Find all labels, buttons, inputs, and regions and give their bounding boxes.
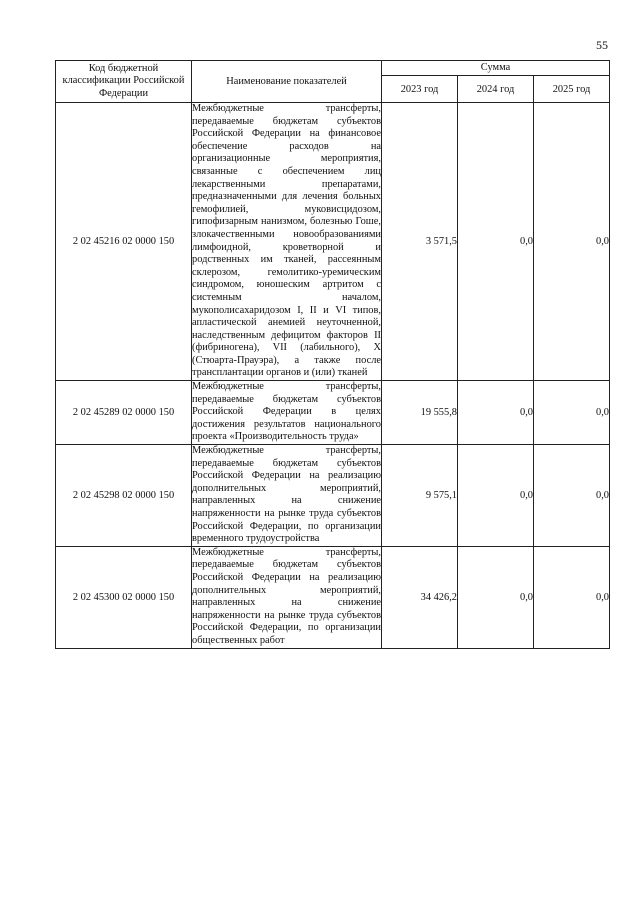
row-sum-2024: 0,0 <box>458 103 534 381</box>
table-row <box>56 445 610 547</box>
header-name: Наименование показателей <box>192 61 382 103</box>
header-code: Код бюджетной классификации Российской Федерации <box>56 61 192 103</box>
row-sum-2023: 34 426,2 <box>382 546 458 648</box>
table-row <box>56 381 610 445</box>
row-sum-2023: 9 575,1 <box>382 445 458 547</box>
row-code: 2 02 45289 02 0000 150 <box>56 381 192 445</box>
table-body <box>56 103 610 649</box>
row-sum-2024: 0,0 <box>458 546 534 648</box>
row-name: Межбюджетные трансферты, передаваемые бюджетам субъектов Российской Федерации в целях достижения результатов национального проекта «Производительность труда» <box>192 381 382 445</box>
header-sum: Сумма <box>382 61 610 76</box>
row-sum-2024: 0,0 <box>458 445 534 547</box>
row-sum-2023: 3 571,5 <box>382 103 458 381</box>
table-row <box>56 103 610 381</box>
row-sum-2024: 0,0 <box>458 381 534 445</box>
row-sum-2025: 0,0 <box>534 445 610 547</box>
row-name: Межбюджетные трансферты, передаваемые бюджетам субъектов Российской Федерации на реализацию дополнительных мероприятий, направленных на снижение напряженности на рынке труда субъектов Российской Федерации, по организации общественных работ <box>192 546 382 648</box>
row-name: Межбюджетные трансферты, передаваемые бюджетам субъектов Российской Федерации на реализацию дополнительных мероприятий, направленных на снижение напряженности на рынке труда субъектов Российской Федерации, по организации временного трудоустройства <box>192 445 382 547</box>
row-sum-2023: 19 555,8 <box>382 381 458 445</box>
page-number: 55 <box>596 38 608 52</box>
header-year-2024: 2024 год <box>458 76 534 103</box>
row-sum-2025: 0,0 <box>534 546 610 648</box>
budget-table <box>55 60 610 649</box>
row-sum-2025: 0,0 <box>534 381 610 445</box>
row-code: 2 02 45300 02 0000 150 <box>56 546 192 648</box>
row-sum-2025: 0,0 <box>534 103 610 381</box>
row-code: 2 02 45298 02 0000 150 <box>56 445 192 547</box>
header-year-2023: 2023 год <box>382 76 458 103</box>
row-name: Межбюджетные трансферты, передаваемые бюджетам субъектов Российской Федерации на финансовое обеспечение расходов на организационные мероприятия, связанные с обеспечением лиц лекарственными препаратами, предназначенными для лечения больных гемофилией, муковисцидозом, гипофизарным нанизмом, болезнью Гоше, злокачественными новообразованиями лимфоидной, кроветворной и родственных им тканей, рассеянным склерозом, гемолитико-уремическим синдромом, юношеским артритом с системным началом, мукополисахаридозом I, II и VI типов, апластической анемией неуточненной, наследственным дефицитом факторов II (фибриногена), VII (лабильного), X (Стюарта-Прауэра), а также после трансплантации органов и (или) тканей <box>192 103 382 381</box>
table-header <box>56 61 610 103</box>
header-year-2025: 2025 год <box>534 76 610 103</box>
table-row <box>56 546 610 648</box>
row-code: 2 02 45216 02 0000 150 <box>56 103 192 381</box>
